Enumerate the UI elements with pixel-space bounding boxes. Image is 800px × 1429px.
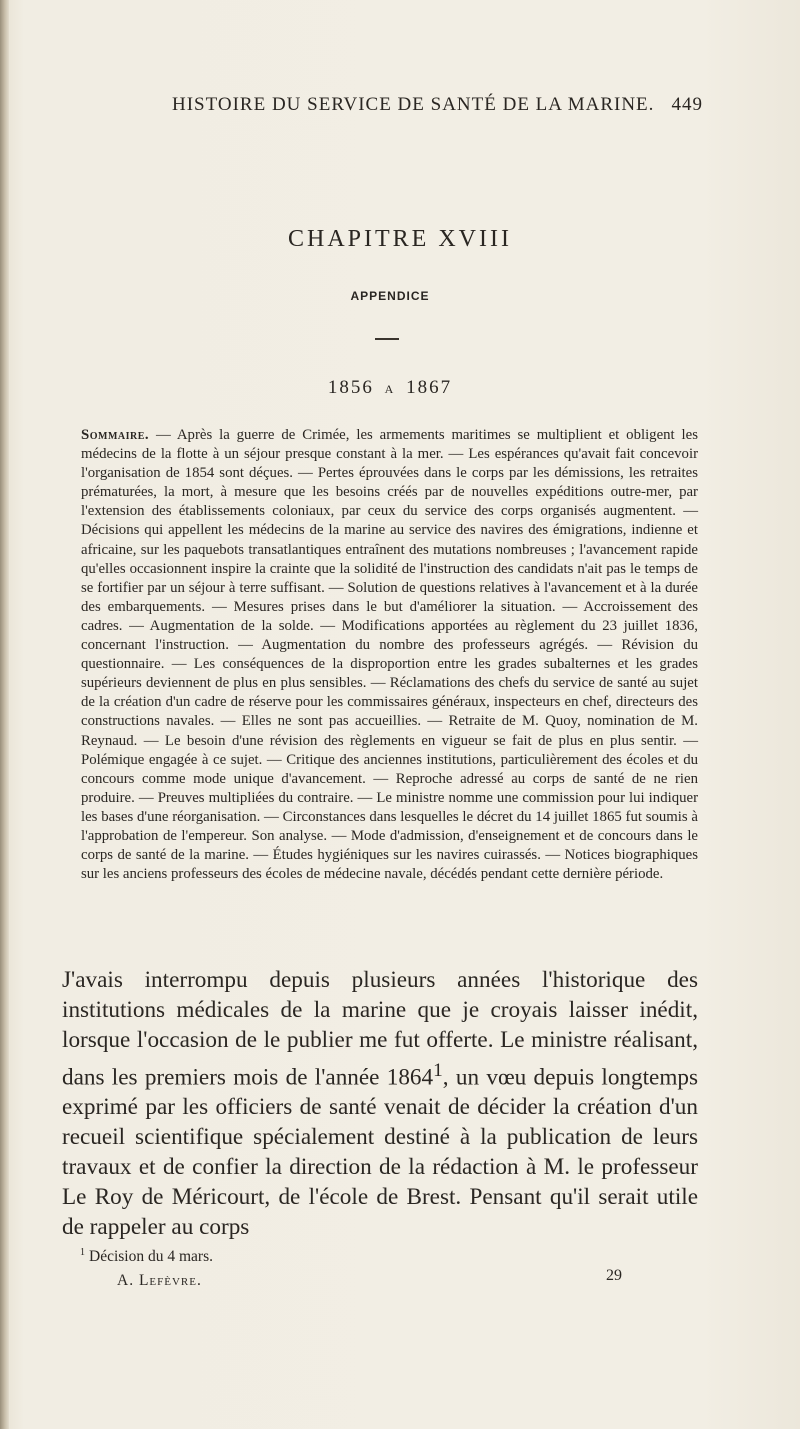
date-start: 1856 xyxy=(327,377,374,398)
date-joiner: A xyxy=(384,382,396,396)
summary-text: — Après la guerre de Crimée, les armements maritimes se multiplient et obligent les médecins de la flotte à un séjour presque constant à la mer. — Les espérances qu'avait fait concevoir l'organisation de 1854 sont déçues. — Pertes éprouvées dans le corps par les démissions, les retraites prématurées, la mort, à mesure que les besoins créés par de nouvelles expéditions outre-mer, par l'extension des établissements coloniaux, par ceux du service des corps organisés augmentent. — Décisions qui appellent les médecins de la marine au service des navires des émigrations, indienne et africaine, sur les paquebots transatlantiques entraînent des mutations nombreuses ; l'avancement rapide qu'elles occasionnent inspire la crainte que la solidité de l'instruction des candidats n'ait pas le temps de se fortifier par un séjour à terre suffisant. — Solution de questions relatives à l'avancement et à la durée des embarquements. — Mesures prises dans le but d'améliorer la situation. — Accroissement des cadres. — Augmentation de la solde. — Modifications apportées au règlement du 23 juillet 1836, concernant l'instruction. — Augmentation du nombre des professeurs agrégés. — Révision du questionnaire. — Les conséquences de la disproportion entre les grades subalternes et les grades supérieurs deviennent de plus en plus sensibles. — Réclamations des chefs du service de santé au sujet de la création d'un cadre de réserve pour les commissaires généraux, inspecteurs en chef, directeurs des constructions navales. — Elles ne sont pas accueillies. — Retraite de M. Quoy, nomination de M. Reynaud. — Le besoin d'une révision des règlements en vigueur se fait de plus en plus sentir. — Polémique engagée à ce sujet. — Critique des anciennes institutions, particulièrement des écoles et du concours comme mode unique d'avancement. — Reproche adressé au corps de santé de ne rien produire. — Preuves multipliées du contraire. — Le ministre nomme une commission pour lui indiquer les bases d'une réorganisation. — Circonstances dans lesquelles le décret du 14 juillet 1865 fut soumis à l'approbation de l'empereur. Son analyse. — Mode d'admission, d'enseignement et de concours dans le corps de santé de la marine. — Études hygiéniques sur les navires cuirassés. — Notices biographiques sur les anciens professeurs des écoles de médecine navale, décédés pendant cette dernière période. xyxy=(81,427,698,883)
body-text-before-note: J'avais interrompu depuis plusieurs années l'historique des institutions médicales de la marine que je croyais laisser inédit, lorsque l'occasion de le publier me fut offerte. Le ministre réalisant, dans les premiers mois de l'année 1864 xyxy=(62,967,698,1091)
footnote-marker: 1 xyxy=(80,1247,85,1258)
footnote xyxy=(80,1247,213,1266)
footnote-reference: 1 xyxy=(433,1059,443,1081)
body-paragraph xyxy=(62,966,698,1243)
chapter-subtitle: APPENDICE xyxy=(350,289,430,303)
footnote-text: Décision du 4 mars. xyxy=(89,1248,213,1266)
page-number: 449 xyxy=(671,94,703,115)
running-title: HISTOIRE DU SERVICE DE SANTÉ DE LA MARINE. xyxy=(172,94,655,115)
divider-rule xyxy=(375,338,399,340)
page-binding-edge xyxy=(0,0,9,1429)
sheet-number: 29 xyxy=(606,1267,622,1284)
summary-lead: Sommaire. xyxy=(81,427,150,443)
date-range xyxy=(0,377,780,399)
chapter-summary xyxy=(81,426,698,884)
chapter-title: CHAPITRE XVIII xyxy=(288,226,512,252)
date-end: 1867 xyxy=(406,377,453,398)
running-head xyxy=(80,94,705,120)
signature-mark: A. Lefèvre. xyxy=(117,1272,202,1289)
body-text-after-note: , un vœu depuis longtemps exprimé par les officiers de santé venait de décider la création d'un recueil scientifique spécialement destiné à la publication de leurs travaux et de confier la direction de la rédaction à M. le professeur Le Roy de Méricourt, de l'école de Brest. Pensant qu'il serait utile de rappeler au corps xyxy=(62,1064,698,1240)
